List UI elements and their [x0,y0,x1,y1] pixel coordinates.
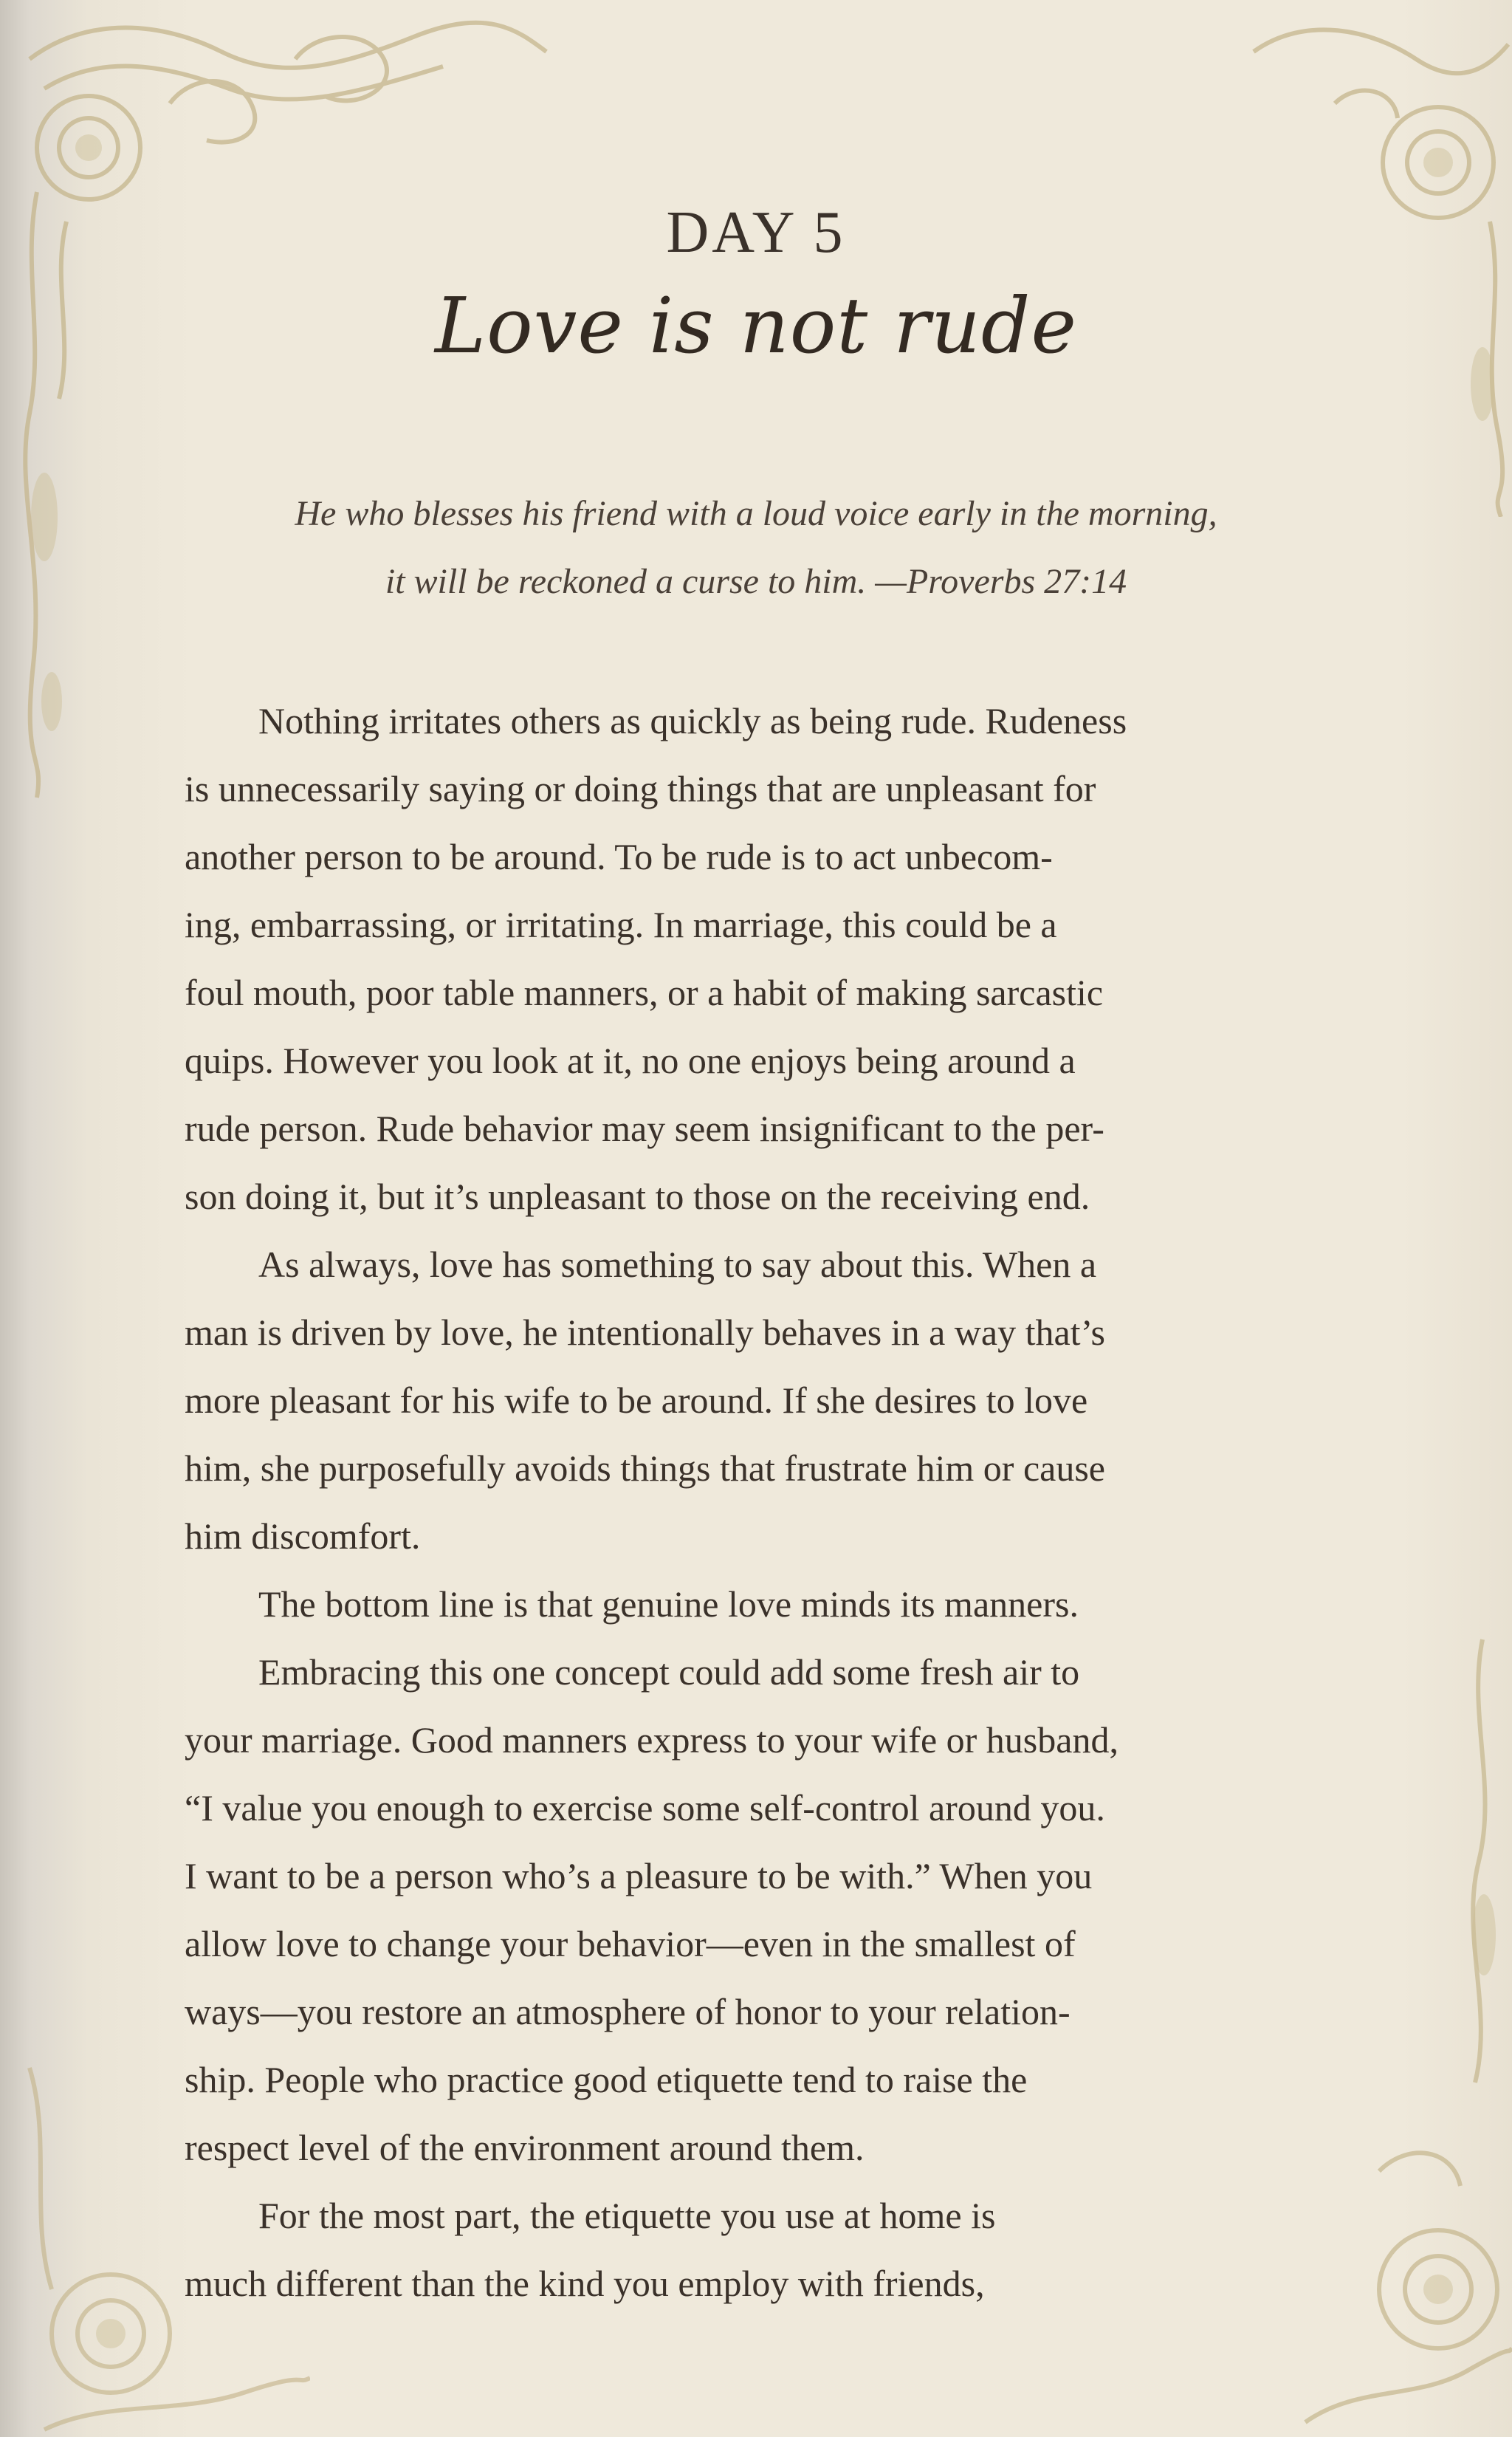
body-line: man is driven by love, he intentionally behaves in a way that’s [185,1312,1105,1353]
body-line: As always, love has something to say about this. When a [258,1244,1097,1285]
epigraph-line: He who blesses his friend with a loud voice early in the morning, [295,494,1217,533]
body-line: ways—you restore an atmosphere of honor to your relation- [185,1991,1071,2032]
body-line: more pleasant for his wife to be around. If she desires to love [185,1379,1088,1421]
body-line: quips. However you look at it, no one enjoys being around a [185,1040,1076,1081]
body-line: respect level of the environment around them. [185,2127,865,2168]
body-line: much different than the kind you employ with friends, [185,2263,985,2304]
body-line: I want to be a person who’s a pleasure to be with.” When you [185,1855,1093,1896]
body-line: son doing it, but it’s unpleasant to those on the receiving end. [185,1176,1090,1217]
body-line: another person to be around. To be rude is to act unbecom- [185,836,1053,877]
body-line: is unnecessarily saying or doing things that are unpleasant for [185,768,1096,809]
chapter-title: Love is not rude [435,281,1077,371]
body-line: foul mouth, poor table manners, or a habit of making sarcastic [185,972,1104,1013]
epigraph [148,480,1364,616]
body-line: For the most part, the etiquette you use at home is [258,2195,996,2236]
body-line: rude person. Rude behavior may seem insignificant to the per- [185,1108,1104,1149]
body-line: Embracing this one concept could add some fresh air to [258,1651,1080,1693]
body-text [185,687,1329,2317]
body-line: allow love to change your behavior—even in the smallest of [185,1923,1076,1964]
body-line: your marriage. Good manners express to your wife or husband, [185,1719,1118,1761]
body-line: ship. People who practice good etiquette tend to raise the [185,2059,1028,2100]
body-line: him discomfort. [185,1515,421,1557]
body-line: him, she purposefully avoids things that frustrate him or cause [185,1447,1105,1489]
day-label: DAY 5 [666,200,846,265]
epigraph-line: it will be reckoned a curse to him. —Proverbs 27:14 [385,562,1127,601]
body-line: The bottom line is that genuine love minds its manners. [258,1583,1079,1625]
body-line: “I value you enough to exercise some self-control around you. [185,1787,1105,1828]
body-line: Nothing irritates others as quickly as being rude. Rudeness [258,700,1127,741]
body-line: ing, embarrassing, or irritating. In marriage, this could be a [185,904,1057,945]
